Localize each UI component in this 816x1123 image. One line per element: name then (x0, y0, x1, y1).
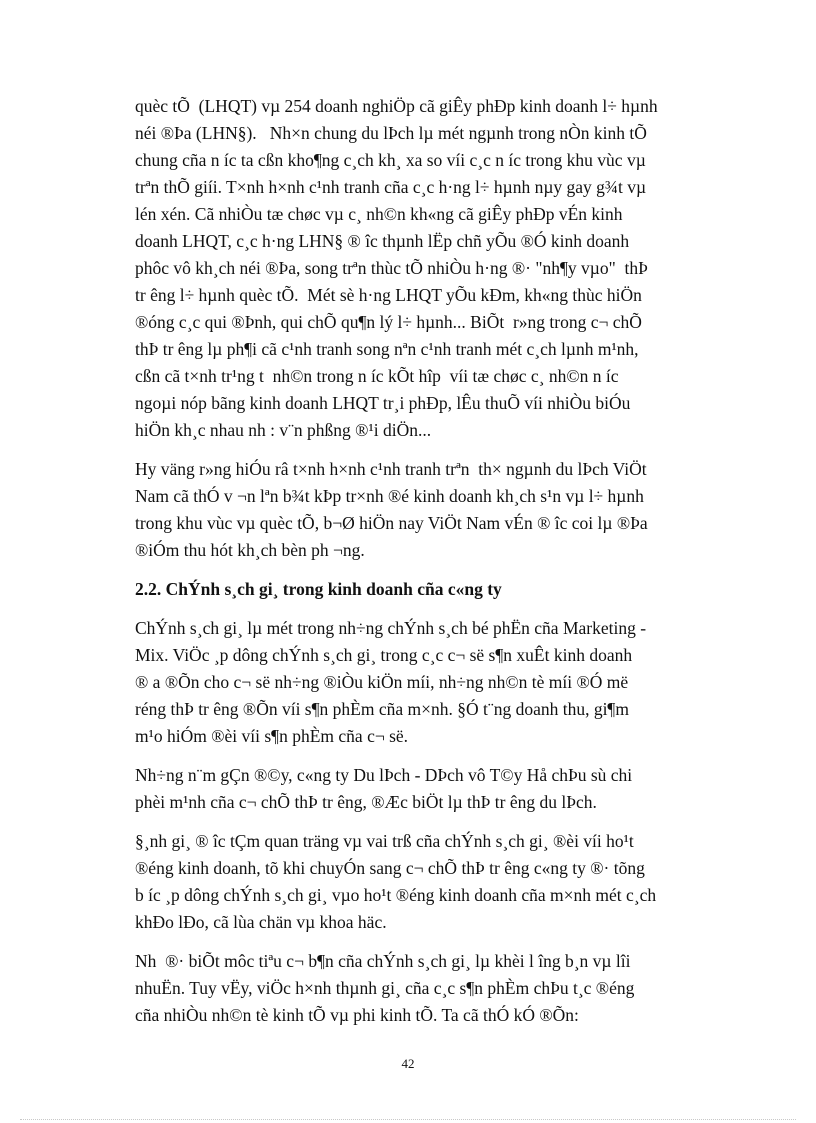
text-line: nhuËn. Tuy vËy, viÖc h×nh thµnh gi¸ cña c¸c s¶n phÈm chÞu t¸c ®éng (135, 978, 635, 998)
page-number: 42 (401, 1056, 415, 1071)
text-line: §¸nh gi¸ ® îc tÇm quan träng vµ vai trß cña chÝnh s¸ch gi¸ ®èi víi ho¹t (135, 831, 634, 851)
text-line: ®óng c¸c qui ®Þnh, qui chÕ qu¶n lý l÷ hµnh... BiÕt r»ng trong c¬ chÕ (135, 312, 642, 332)
paragraph-competition (135, 93, 720, 444)
text-line: doanh LHQT, c¸c h·ng LHN§ ® îc thµnh lËp chñ yÕu ®Ó kinh doanh (135, 231, 630, 251)
text-line: trªn thÕ giíi. T×nh h×nh c¹nh tranh cña c¸c h·ng l÷ hµnh nµy gay g¾t vµ (135, 177, 647, 197)
page-bottom-divider (20, 1119, 796, 1120)
paragraph-objectives (135, 948, 720, 1029)
text-line: Mix. ViÖc ¸p dông chÝnh s¸ch gi¸ trong c¸c c¬ së s¶n xuÊt kinh doanh (135, 645, 633, 665)
text-line: ngoµi nóp bãng kinh doanh LHQT tr¸i phÐp, lÊu thuÕ víi nhiÒu biÓu (135, 393, 631, 413)
text-line: lén xén. Cã nhiÒu tæ chøc vµ c¸ nh©n kh«ng cã giÊy phÐp vÉn kinh (135, 204, 623, 224)
text-line: Nam cã thÓ v ¬n lªn b¾t kÞp tr×nh ®é kinh doanh kh¸ch s¹n vµ l÷ hµnh (135, 486, 644, 506)
text-line: ®éng kinh doanh, tõ khi chuyÓn sang c¬ chÕ thÞ tr êng c«ng ty ®· tõng (135, 858, 645, 878)
text-line: khÐo lÐo, cã lùa chän vµ khoa häc. (135, 912, 387, 932)
text-line: ®iÓm thu hót kh¸ch bèn ph ¬ng. (135, 540, 365, 560)
text-line: cßn cã t×nh tr¹ng t nh©n trong n íc kÕt hîp víi tæ chøc c¸ nh©n n íc (135, 366, 619, 386)
paragraph-hope (135, 456, 720, 564)
text-line: ChÝnh s¸ch gi¸ lµ mét trong nh÷ng chÝnh s¸ch bé phËn cña Marketing - (135, 618, 647, 638)
text-line: hiÖn kh¸c nhau nh : v¨n phßng ®¹i diÖn... (135, 420, 432, 440)
text-line: thÞ tr êng lµ ph¶i cã c¹nh tranh song nªn c¹nh tranh mét c¸ch lµnh m¹nh, (135, 339, 639, 359)
text-line: chung cña n íc ta cßn kho¶ng c¸ch kh¸ xa so víi c¸c n íc trong khu vùc vµ (135, 150, 646, 170)
text-line: tr êng l÷ hµnh quèc tÕ. Mét sè h·ng LHQT yÕu kÐm, kh«ng thùc hiÖn (135, 285, 642, 305)
text-line: cña nhiÒu nh©n tè kinh tÕ vµ phi kinh tÕ. Ta cã thÓ kÓ ®Õn: (135, 1005, 579, 1025)
paragraph-recent-years (135, 762, 720, 816)
page-body (135, 93, 720, 1041)
text-line: b íc ¸p dông chÝnh s¸ch gi¸ vµo ho¹t ®éng kinh doanh cña m×nh mét c¸ch (135, 885, 657, 905)
text-line: quèc tÕ (LHQT) vµ 254 doanh nghiÖp cã giÊy phÐp kinh doanh l÷ hµnh (135, 96, 658, 116)
text-line: Nh ®· biÕt môc tiªu c¬ b¶n cña chÝnh s¸ch gi¸ lµ khèi l îng b¸n vµ lîi (135, 951, 631, 971)
text-line: Hy väng r»ng hiÓu râ t×nh h×nh c¹nh tranh trªn th× ngµnh du lÞch ViÖt (135, 459, 647, 479)
text-line: néi ®Þa (LHN§). Nh×n chung du lÞch lµ mét ngµnh trong nÒn kinh tÕ (135, 123, 647, 143)
paragraph-assessment (135, 828, 720, 936)
text-line: ® a ®Õn cho c¬ së nh÷ng ®iÒu kiÖn míi, nh÷ng nh©n tè míi ®Ó më (135, 672, 629, 692)
section-heading: 2.2. ChÝnh s¸ch gi¸ trong kinh doanh cña c«ng ty (135, 579, 502, 599)
text-line: m¹o hiÓm ®èi víi s¶n phÈm cña c¬ së. (135, 726, 409, 746)
text-line: trong khu vùc vµ quèc tÕ, b¬Ø hiÖn nay ViÖt Nam vÉn ® îc coi lµ ®Þa (135, 513, 648, 533)
text-line: Nh÷ng n¨m gÇn ®©y, c«ng ty Du lÞch - DÞch vô T©y Hå chÞu sù chi (135, 765, 633, 785)
text-line: réng thÞ tr êng ®Õn víi s¶n phÈm cña m×nh. §Ó t¨ng doanh thu, gi¶m (135, 699, 629, 719)
text-line: phôc vô kh¸ch néi ®Þa, song trªn thùc tÕ nhiÒu h·ng ®· "nh¶y vµo" thÞ (135, 258, 648, 278)
paragraph-pricing-policy (135, 615, 720, 750)
text-line: phèi m¹nh cña c¬ chÕ thÞ tr êng, ®Æc biÖt lµ thÞ tr êng du lÞch. (135, 792, 597, 812)
